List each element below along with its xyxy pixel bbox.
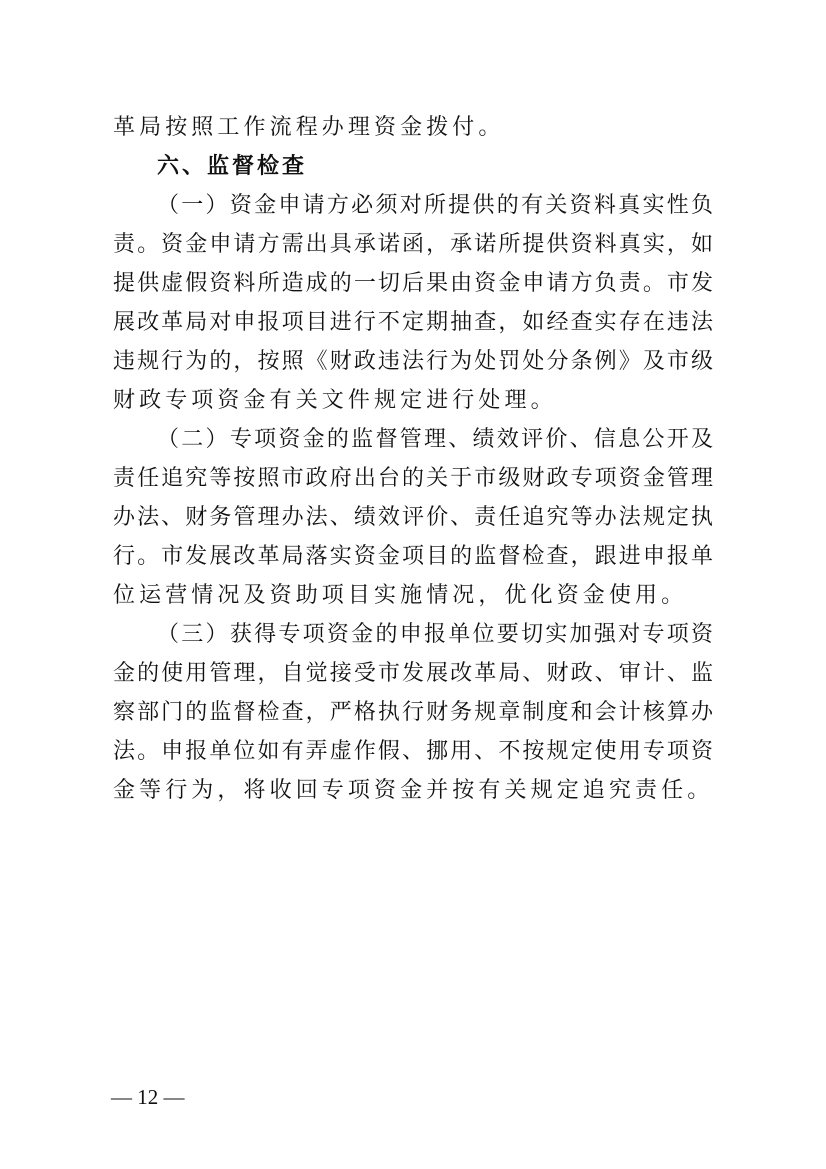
text-line: 法。申报单位如有弄虚作假、挪用、不按规定使用专项资 — [113, 739, 713, 764]
text-line: 革局按照工作流程办理资金拨付。 — [113, 115, 505, 140]
text-line: 金等行为，将收回专项资金并按有关规定追究责任。 — [113, 778, 713, 803]
text-line: （三）获得专项资金的申报单位要切实加强对专项资 — [157, 622, 713, 647]
text-line: 财政专项资金有关文件规定进行处理。 — [113, 388, 557, 413]
text-line: 行。市发展改革局落实资金项目的监督检查，跟进申报单 — [113, 544, 713, 569]
text-line: 责任追究等按照市政府出台的关于市级财政专项资金管理 — [113, 466, 713, 491]
document-body — [113, 108, 713, 810]
text-line: 展改革局对申报项目进行不定期抽查，如经查实存在违法 — [113, 310, 713, 335]
section-heading: 六、监督检查 — [157, 154, 308, 179]
text-line: 违规行为的，按照《财政违法行为处罚处分条例》及市级 — [113, 349, 713, 374]
text-line: 察部门的监督检查，严格执行财务规章制度和会计核算办 — [113, 700, 713, 725]
text-line: 提供虚假资料所造成的一切后果由资金申请方负责。市发 — [113, 271, 713, 296]
text-line: （一）资金申请方必须对所提供的有关资料真实性负 — [157, 193, 713, 218]
text-line: （二）专项资金的监督管理、绩效评价、信息公开及 — [157, 427, 713, 452]
text-line: 办法、财务管理办法、绩效评价、责任追究等办法规定执 — [113, 505, 713, 530]
page-number: — 12 — — [111, 1085, 185, 1109]
text-line: 位运营情况及资助项目实施情况，优化资金使用。 — [113, 583, 688, 608]
text-line: 金的使用管理，自觉接受市发展改革局、财政、审计、监 — [113, 661, 713, 686]
text-line: 责。资金申请方需出具承诺函，承诺所提供资料真实，如 — [113, 232, 713, 257]
